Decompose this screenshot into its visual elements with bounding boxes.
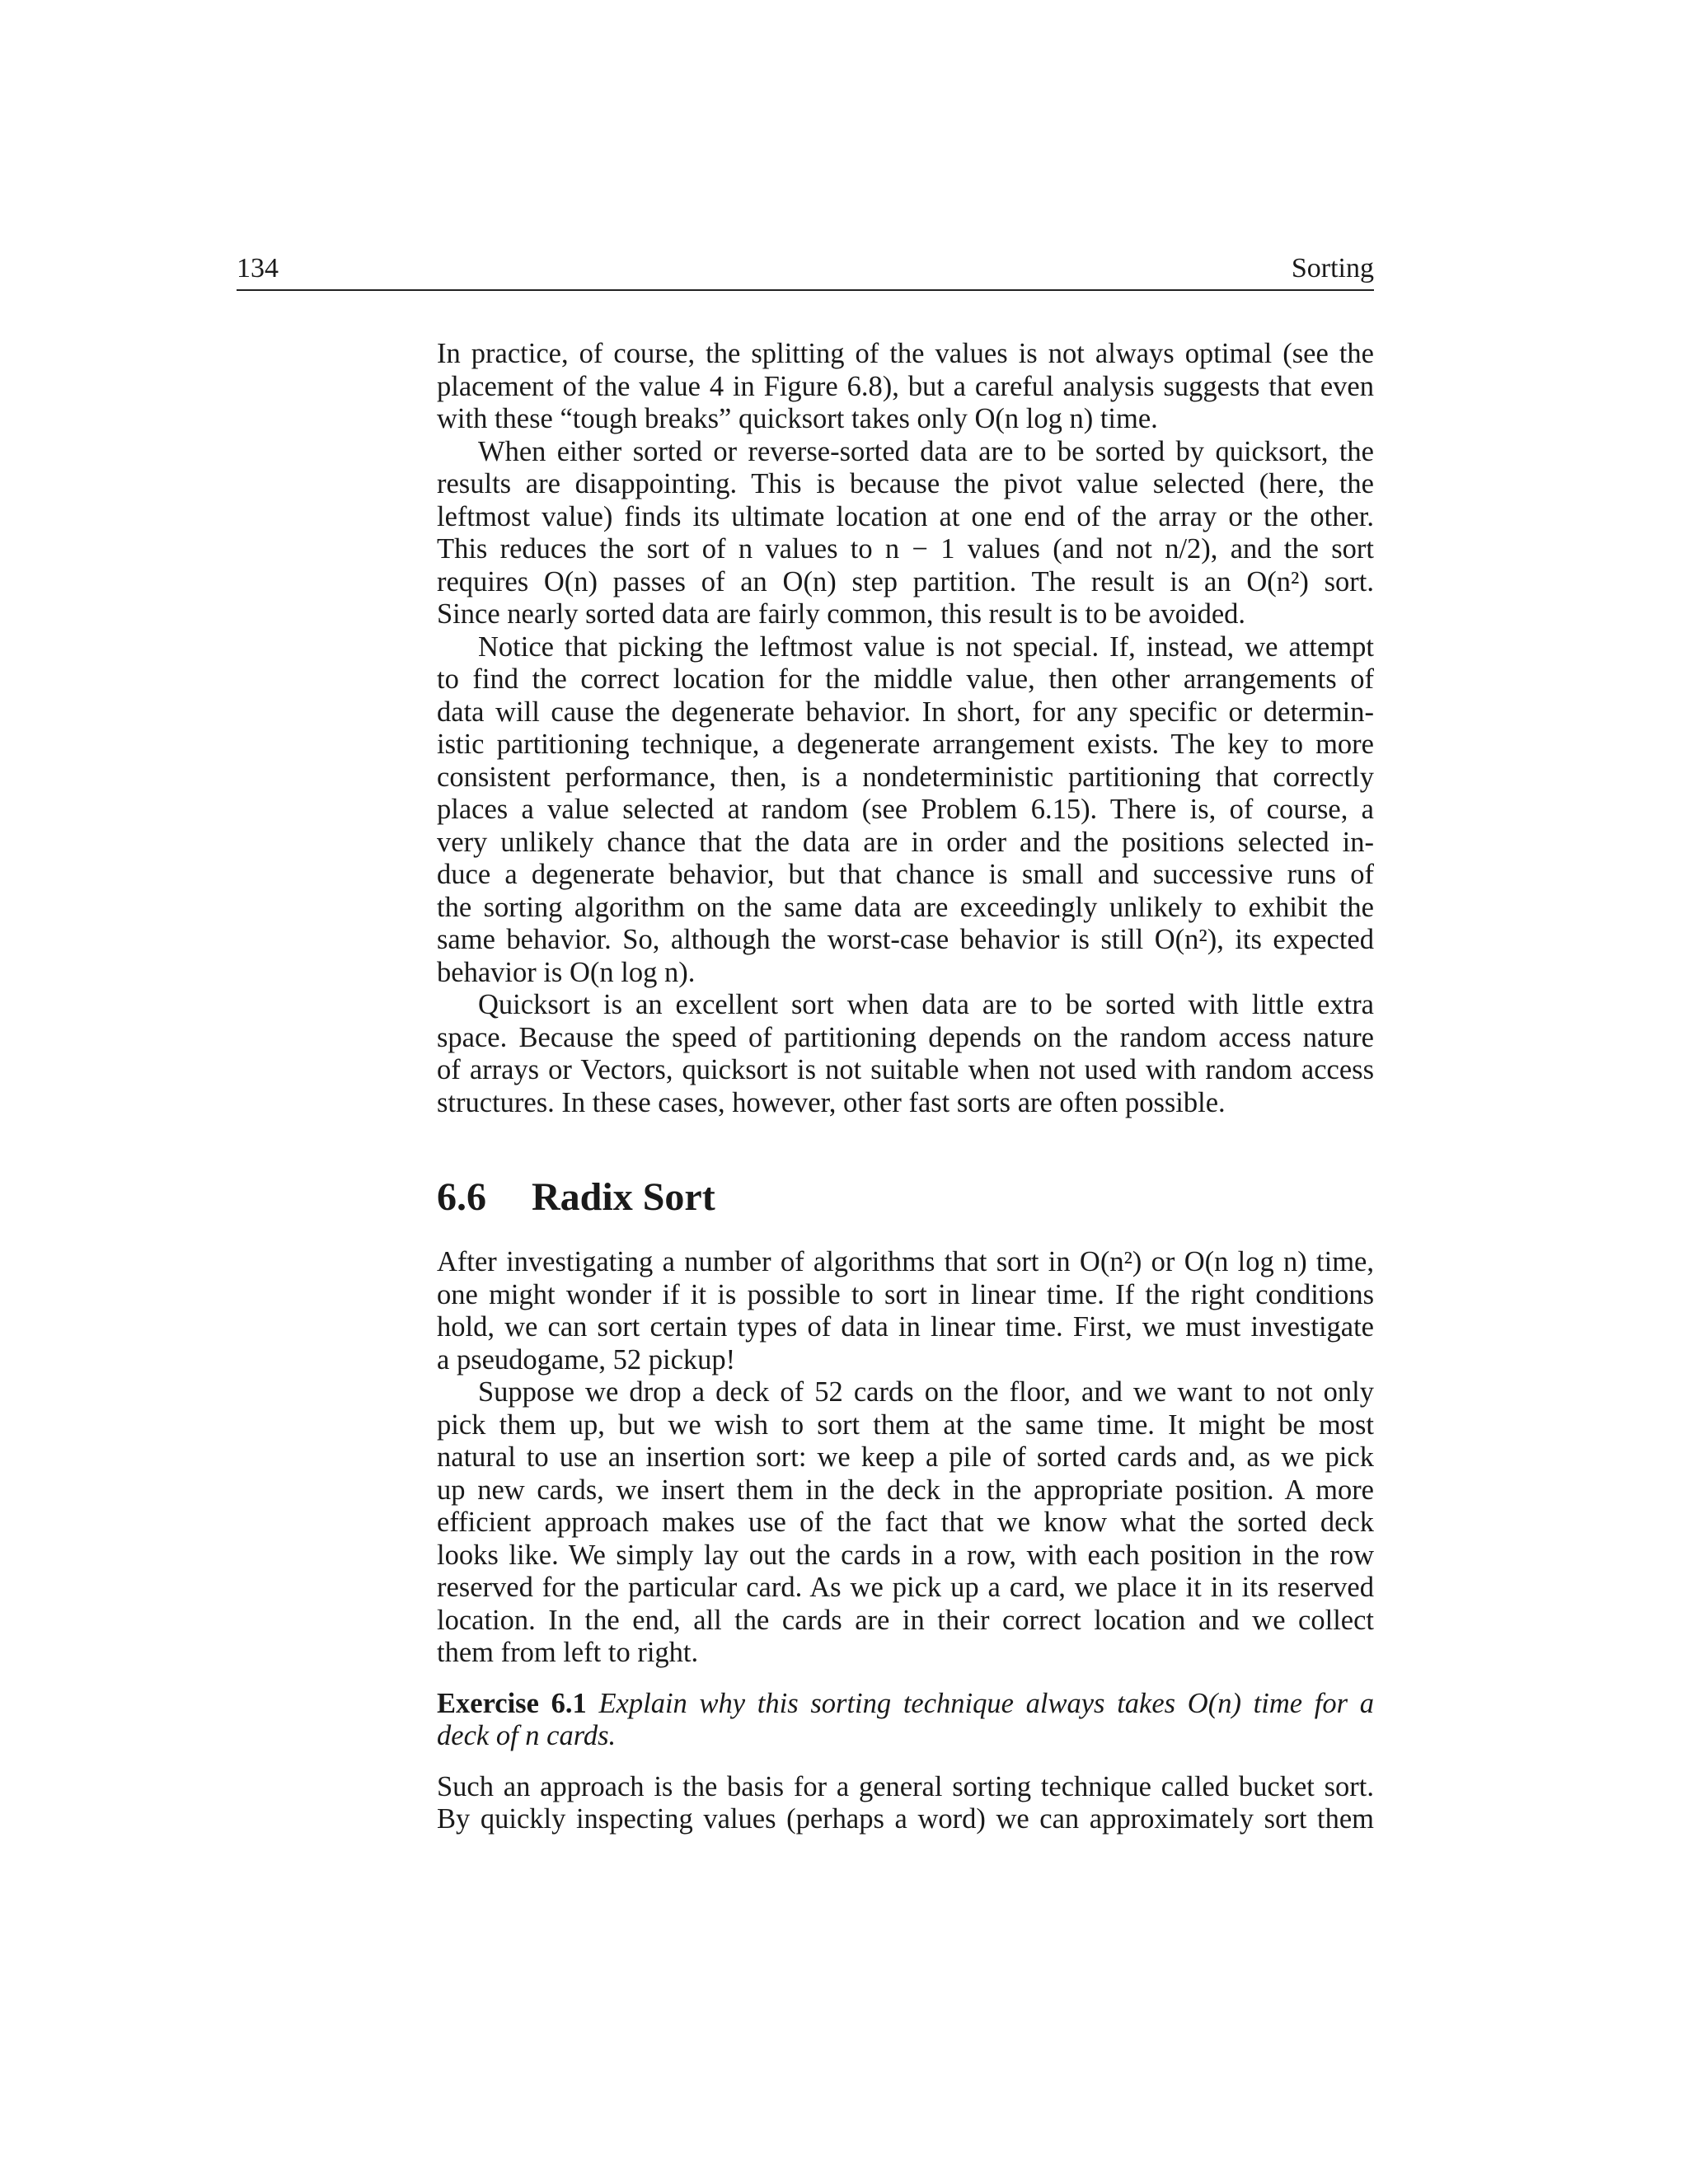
text-line: location. In the end, all the cards are in their correct location and we collect: [437, 1604, 1374, 1636]
text-line: structures. In these cases, however, other fast sorts are often possible.: [437, 1086, 1226, 1118]
text-line: reserved for the particular card. As we pick up a card, we place it in its reserved: [437, 1572, 1374, 1603]
text-line: placement of the value 4 in Figure 6.8), but a careful analysis suggests that even: [437, 370, 1374, 402]
text-line: Since nearly sorted data are fairly common, this result is to be avoided.: [437, 598, 1246, 630]
section-heading: [437, 1169, 1374, 1226]
text-line: istic partitioning technique, a degenerate arrangement exists. The key to more: [437, 729, 1374, 760]
text-line: of arrays or Vectors, quicksort is not suitable when not used with random access: [437, 1054, 1374, 1085]
running-section-title: Sorting: [1291, 253, 1374, 284]
text-line: natural to use an insertion sort: we keep a pile of sorted cards and, as we pick: [437, 1441, 1374, 1473]
text-line: a pseudogame, 52 pickup!: [437, 1343, 736, 1376]
text-line: one might wonder if it is possible to sort in linear time. If the right conditions: [437, 1278, 1374, 1310]
running-head: [237, 251, 1374, 291]
exercise-text: Explain why this sorting technique always takes O(n) time for a: [598, 1687, 1374, 1719]
text-line: consistent performance, then, is a nondeterministic partitioning that correctly: [437, 761, 1374, 793]
paragraph: [437, 1246, 1374, 1376]
text-line: data will cause the degenerate behavior. In short, for any specific or determin-: [437, 696, 1374, 728]
text-line: same behavior. So, although the worst-case behavior is still O(n²), its expected: [437, 924, 1374, 955]
text-line: behavior is O(n log n).: [437, 956, 696, 988]
text-line: the sorting algorithm on the same data are exceedingly unlikely to exhibit the: [437, 891, 1374, 923]
text-line: places a value selected at random (see Problem 6.15). There is, of course, a: [437, 794, 1374, 825]
text-line: results are disappointing. This is because the pivot value selected (here, the: [437, 468, 1374, 499]
text-line: In practice, of course, the splitting of the values is not always optimal (see the: [437, 338, 1374, 369]
exercise-label: Exercise 6.1: [437, 1687, 587, 1719]
text-line: This reduces the sort of n values to n − 1 values (and not n/2), and the sort: [437, 533, 1374, 565]
text-line: After investigating a number of algorithms that sort in O(n²) or O(n log n) time,: [437, 1246, 1374, 1277]
page-number: 134: [237, 253, 279, 284]
text-line: pick them up, but we wish to sort them at the same time. It might be most: [437, 1408, 1374, 1441]
page-body: [437, 338, 1374, 1836]
text-line: When either sorted or reverse-sorted data are to be sorted by quicksort, the: [478, 435, 1374, 467]
text-line: hold, we can sort certain types of data in linear time. First, we must investigate: [437, 1311, 1374, 1343]
text-line: space. Because the speed of partitioning depends on the random access nature: [437, 1021, 1374, 1053]
text-line: to find the correct location for the middle value, then other arrangements of: [437, 663, 1374, 695]
text-line: them from left to right.: [437, 1637, 699, 1668]
section-title: Radix Sort: [532, 1175, 715, 1219]
text-line: Suppose we drop a deck of 52 cards on the floor, and we want to not only: [478, 1376, 1374, 1408]
text-line: duce a degenerate behavior, but that chance is small and successive runs of: [437, 859, 1374, 890]
text-line: Notice that picking the leftmost value is not special. If, instead, we attempt: [478, 630, 1374, 663]
exercise-text: deck of n cards.: [437, 1720, 617, 1751]
text-line: efficient approach makes use of the fact that we know what the sorted deck: [437, 1507, 1374, 1538]
text-line: up new cards, we insert them in the deck in the appropriate position. A more: [437, 1474, 1374, 1506]
exercise: [437, 1688, 1374, 1753]
text-line: looks like. We simply lay out the cards in a row, with each position in the row: [437, 1539, 1374, 1571]
text-line: requires O(n) passes of an O(n) step partition. The result is an O(n²) sort.: [437, 565, 1374, 598]
paragraph: [437, 436, 1374, 631]
text-line: with these “tough breaks” quicksort takes only O(n log n) time.: [437, 403, 1158, 434]
text-line: Such an approach is the basis for a general sorting technique called bucket sort.: [437, 1770, 1374, 1802]
text-line: leftmost value) finds its ultimate location at one end of the array or the other.: [437, 500, 1374, 532]
text-line: By quickly inspecting values (perhaps a word) we can approximately sort them: [437, 1803, 1374, 1835]
paragraph: [437, 1771, 1374, 1836]
text-line: very unlikely chance that the data are in order and the positions selected in-: [437, 826, 1374, 858]
paragraph: [437, 338, 1374, 436]
section-number: 6.6: [437, 1175, 486, 1219]
paragraph: [437, 989, 1374, 1119]
paragraph: [437, 1376, 1374, 1670]
text-line: Quicksort is an excellent sort when data are to be sorted with little extra: [478, 989, 1374, 1020]
paragraph: [437, 631, 1374, 990]
